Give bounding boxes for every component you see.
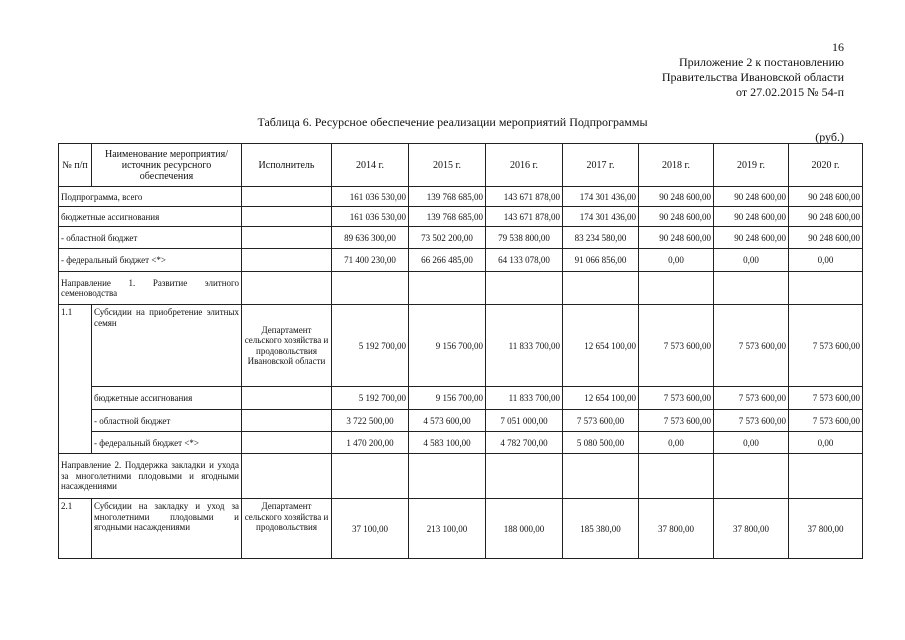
value-2018: 0,00: [639, 432, 714, 454]
value-2016: 11 833 700,00: [486, 387, 563, 410]
direction-title: Направление 2. Поддержка закладки и ухода за многолетними плодовыми и ягодными насаждениями: [59, 454, 242, 499]
value-2015: 139 768 685,00: [409, 207, 486, 227]
currency-unit: (руб.): [815, 130, 844, 144]
document-header: [662, 55, 844, 100]
empty-cell: [789, 272, 863, 305]
value-2015: 9 156 700,00: [409, 387, 486, 410]
value-2014: 71 400 230,00: [332, 249, 409, 272]
value-2017: 7 573 600,00: [563, 410, 639, 432]
header-line-3: от 27.02.2015 № 54-п: [736, 85, 844, 99]
header-line-1: Приложение 2 к постановлению: [678, 55, 844, 69]
row-name: - федеральный бюджет <*>: [59, 249, 242, 272]
empty-cell: [639, 272, 714, 305]
value-2016: 143 671 878,00: [486, 207, 563, 227]
empty-cell: [639, 454, 714, 499]
col-header-num: № п/п: [59, 144, 92, 187]
direction-title: Направление 1. Развитие элитного семеноводства: [59, 272, 242, 305]
executor-cell: [242, 249, 332, 272]
row-name: бюджетные ассигнования: [92, 387, 242, 410]
executor-cell: [242, 410, 332, 432]
value-2018: 90 248 600,00: [639, 207, 714, 227]
table-row: [59, 305, 863, 387]
value-2015: 66 266 485,00: [409, 249, 486, 272]
value-2020: 0,00: [789, 432, 863, 454]
empty-cell: [486, 272, 563, 305]
direction-row: [59, 454, 863, 499]
value-2019: 7 573 600,00: [714, 305, 789, 387]
value-2017: 174 301 436,00: [563, 187, 639, 207]
value-2015: 4 573 600,00: [409, 410, 486, 432]
empty-cell: [486, 454, 563, 499]
empty-cell: [332, 454, 409, 499]
row-name: - областной бюджет: [92, 410, 242, 432]
direction-row: [59, 272, 863, 305]
value-2019: 90 248 600,00: [714, 187, 789, 207]
executor-cell: [242, 454, 332, 499]
value-2016: 188 000,00: [486, 499, 563, 559]
value-2020: 7 573 600,00: [789, 410, 863, 432]
value-2015: 213 100,00: [409, 499, 486, 559]
value-2018: 7 573 600,00: [639, 305, 714, 387]
value-2017: 12 654 100,00: [563, 387, 639, 410]
value-2019: 37 800,00: [714, 499, 789, 559]
row-name: Подпрограмма, всего: [59, 187, 242, 207]
value-2017: 5 080 500,00: [563, 432, 639, 454]
value-2015: 9 156 700,00: [409, 305, 486, 387]
empty-cell: [563, 272, 639, 305]
header-line-2: Правительства Ивановской области: [661, 70, 844, 84]
col-header-executor: Исполнитель: [242, 144, 332, 187]
value-2020: 90 248 600,00: [789, 207, 863, 227]
executor-cell: Департамент сельского хозяйства и продовольствия: [242, 499, 332, 559]
value-2019: 0,00: [714, 432, 789, 454]
value-2018: 7 573 600,00: [639, 410, 714, 432]
table-row: [59, 249, 863, 272]
table-title: Таблица 6. Ресурсное обеспечение реализации мероприятий Подпрограммы: [257, 115, 648, 129]
table-row: [59, 410, 863, 432]
value-2016: 79 538 800,00: [486, 227, 563, 249]
col-header-2017: 2017 г.: [563, 144, 639, 187]
value-2016: 143 671 878,00: [486, 187, 563, 207]
col-header-2018: 2018 г.: [639, 144, 714, 187]
col-header-2016: 2016 г.: [486, 144, 563, 187]
value-2018: 7 573 600,00: [639, 387, 714, 410]
executor-cell: [242, 207, 332, 227]
executor-cell: [242, 187, 332, 207]
table-row: [59, 187, 863, 207]
row-number: 1.1: [59, 305, 92, 454]
value-2018: 0,00: [639, 249, 714, 272]
empty-cell: [714, 454, 789, 499]
row-name: Субсидии на приобретение элитных семян: [92, 305, 242, 387]
empty-cell: [409, 272, 486, 305]
table-row: [59, 207, 863, 227]
row-number: 2.1: [59, 499, 92, 559]
row-name: Субсидии на закладку и уход за многолетними плодовыми и ягодными насаждениями: [92, 499, 242, 559]
table-row: [59, 499, 863, 559]
value-2017: 91 066 856,00: [563, 249, 639, 272]
page-number: 16: [832, 40, 844, 54]
value-2020: 37 800,00: [789, 499, 863, 559]
value-2018: 90 248 600,00: [639, 227, 714, 249]
value-2019: 90 248 600,00: [714, 227, 789, 249]
col-header-2019: 2019 г.: [714, 144, 789, 187]
value-2020: 7 573 600,00: [789, 305, 863, 387]
table-header-row: [59, 144, 863, 187]
value-2014: 3 722 500,00: [332, 410, 409, 432]
row-name: бюджетные ассигнования: [59, 207, 242, 227]
value-2014: 1 470 200,00: [332, 432, 409, 454]
value-2020: 7 573 600,00: [789, 387, 863, 410]
empty-cell: [789, 454, 863, 499]
value-2019: 90 248 600,00: [714, 207, 789, 227]
value-2014: 89 636 300,00: [332, 227, 409, 249]
table-row: [59, 387, 863, 410]
value-2014: 5 192 700,00: [332, 305, 409, 387]
empty-cell: [409, 454, 486, 499]
value-2016: 4 782 700,00: [486, 432, 563, 454]
empty-cell: [563, 454, 639, 499]
value-2015: 73 502 200,00: [409, 227, 486, 249]
value-2017: 12 654 100,00: [563, 305, 639, 387]
value-2016: 11 833 700,00: [486, 305, 563, 387]
executor-cell: [242, 272, 332, 305]
value-2020: 0,00: [789, 249, 863, 272]
value-2015: 139 768 685,00: [409, 187, 486, 207]
value-2016: 64 133 078,00: [486, 249, 563, 272]
value-2019: 7 573 600,00: [714, 387, 789, 410]
table-row: [59, 432, 863, 454]
executor-cell: Департамент сельского хозяйства и продовольствия Ивановской области: [242, 305, 332, 387]
col-header-name: Наименование мероприятия/ источник ресурсного обеспечения: [92, 144, 242, 187]
executor-cell: [242, 387, 332, 410]
value-2020: 90 248 600,00: [789, 227, 863, 249]
value-2014: 161 036 530,00: [332, 187, 409, 207]
executor-cell: [242, 227, 332, 249]
row-name: - областной бюджет: [59, 227, 242, 249]
table-row: [59, 227, 863, 249]
value-2014: 37 100,00: [332, 499, 409, 559]
value-2014: 5 192 700,00: [332, 387, 409, 410]
empty-cell: [332, 272, 409, 305]
col-header-2020: 2020 г.: [789, 144, 863, 187]
row-name: - федеральный бюджет <*>: [92, 432, 242, 454]
resource-table: [58, 143, 863, 559]
value-2017: 185 380,00: [563, 499, 639, 559]
value-2015: 4 583 100,00: [409, 432, 486, 454]
value-2020: 90 248 600,00: [789, 187, 863, 207]
value-2019: 7 573 600,00: [714, 410, 789, 432]
value-2018: 90 248 600,00: [639, 187, 714, 207]
value-2018: 37 800,00: [639, 499, 714, 559]
empty-cell: [714, 272, 789, 305]
value-2017: 174 301 436,00: [563, 207, 639, 227]
value-2019: 0,00: [714, 249, 789, 272]
value-2014: 161 036 530,00: [332, 207, 409, 227]
executor-cell: [242, 432, 332, 454]
col-header-2014: 2014 г.: [332, 144, 409, 187]
value-2016: 7 051 000,00: [486, 410, 563, 432]
value-2017: 83 234 580,00: [563, 227, 639, 249]
col-header-2015: 2015 г.: [409, 144, 486, 187]
